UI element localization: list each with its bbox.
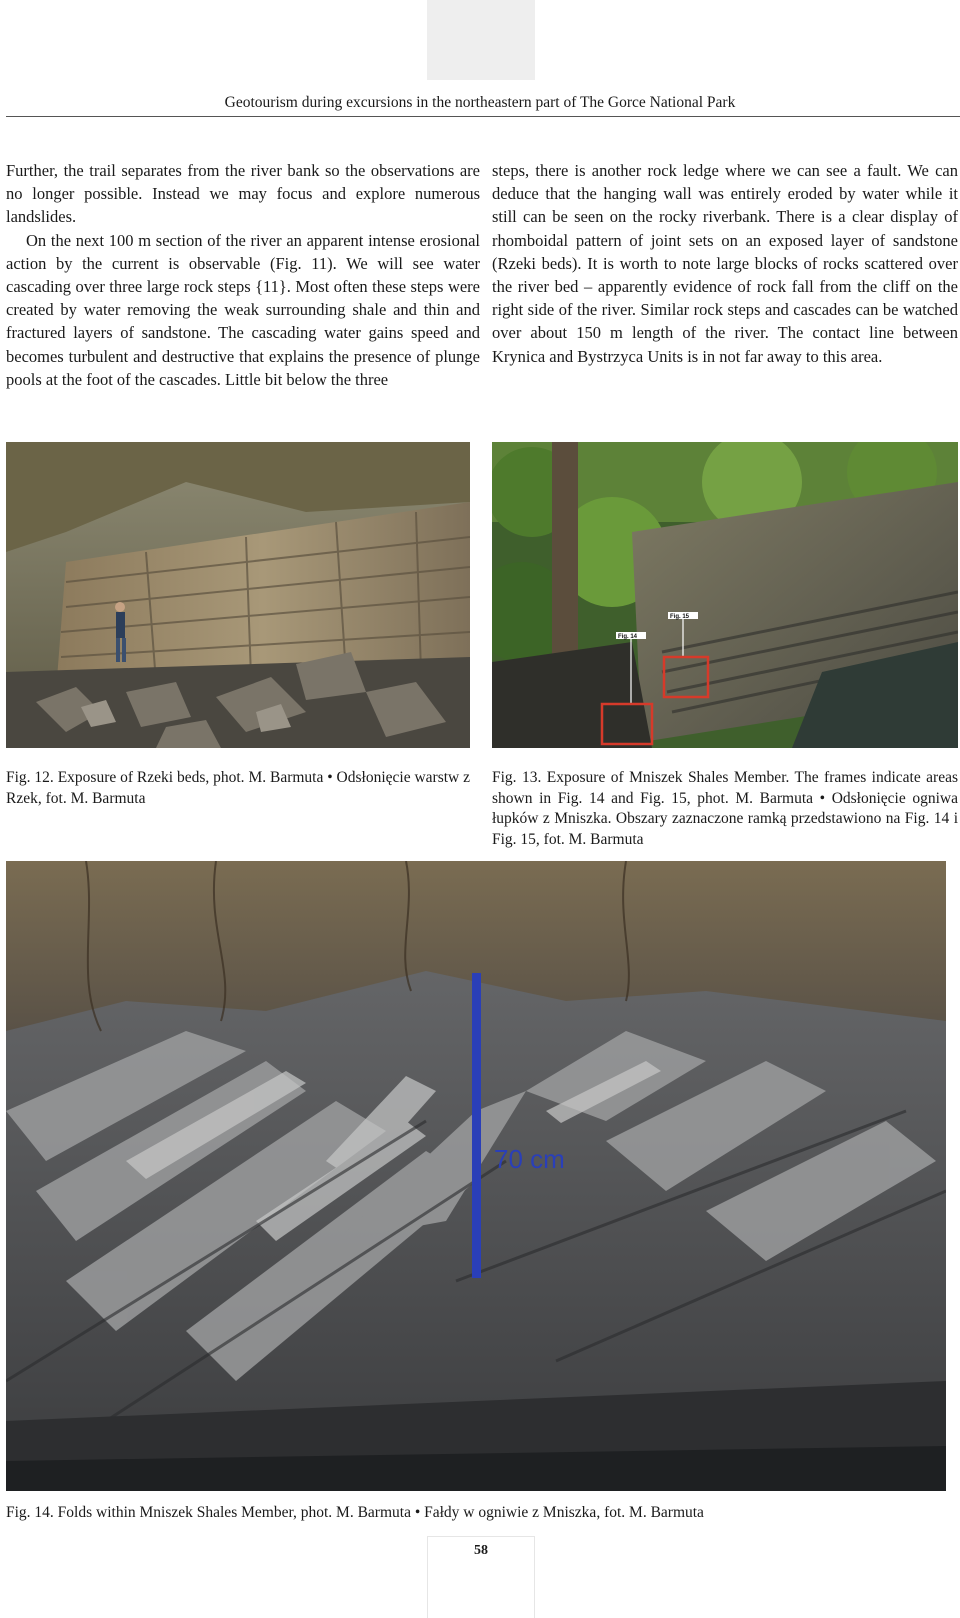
paragraph: Further, the trail separates from the river bank so the observations are no longer possible. Instead we may focus and explore numerous landslides.: [6, 161, 480, 227]
fig15-marker-label: Fig. 15: [670, 614, 690, 620]
scale-bar: [472, 973, 481, 1278]
paragraph: steps, there is another rock ledge where we can see a fault. We can deduce that the hanging wall was entirely eroded by water while it still can be seen on the rocky riverbank. There is a clear display of rhomboidal pattern of joint sets on an exposed layer of sandstone (Rzeki beds). It is worth to note large blocks of rocks scattered over the river bed – apparently evidence of rock fall from the cliff on the right side of the river. Similar rock steps and cascades can be watched over about 150 m length of the river. The contact line between Krynica and Bystrzyca Units is in not far away to this area.: [492, 161, 958, 366]
fig12-photo: [6, 442, 470, 748]
fig14-marker-label: Fig. 14: [618, 634, 638, 640]
fig13-caption: Fig. 13. Exposure of Mniszek Shales Member. The frames indicate areas shown in Fig. 14 and Fig. 15, phot. M. Barmuta • Odsłonięcie ogniwa łupków z Mniszka. Obszary zaznaczone ramką przedstawiono na Fig. 14 i Fig. 15, fot. M. Barmuta: [492, 769, 958, 848]
scale-label: 70 cm: [494, 1144, 565, 1174]
fig14-caption: Fig. 14. Folds within Mniszek Shales Member, phot. M. Barmuta • Fałdy w ogniwie z Mniszka, fot. M. Barmuta: [6, 1504, 704, 1521]
fig13-photo: [492, 442, 958, 748]
page-number: 58: [474, 1543, 488, 1558]
text-column-right: [492, 159, 958, 368]
header-rule: [6, 116, 960, 117]
fig14-photo: [6, 861, 946, 1491]
text-column-left: [6, 159, 480, 391]
paragraph: On the next 100 m section of the river an apparent intense erosional action by the current is observable (Fig. 11). We will see water cascading over three large rock steps {11}. Most often these steps were created by water removing the weak surrounding shale and thin and fractured layers of sandstone. The cascading water gains speed and becomes turbulent and destructive that explains the presence of plunge pools at the foot of the cascades. Little bit below the three: [6, 230, 480, 389]
fig12-caption: Fig. 12. Exposure of Rzeki beds, phot. M. Barmuta • Odsłonięcie warstw z Rzek, fot. M. Barmuta: [6, 769, 470, 807]
running-head: Geotourism during excursions in the northeastern part of The Gorce National Park: [224, 94, 736, 111]
page-tab-top: [427, 0, 535, 80]
